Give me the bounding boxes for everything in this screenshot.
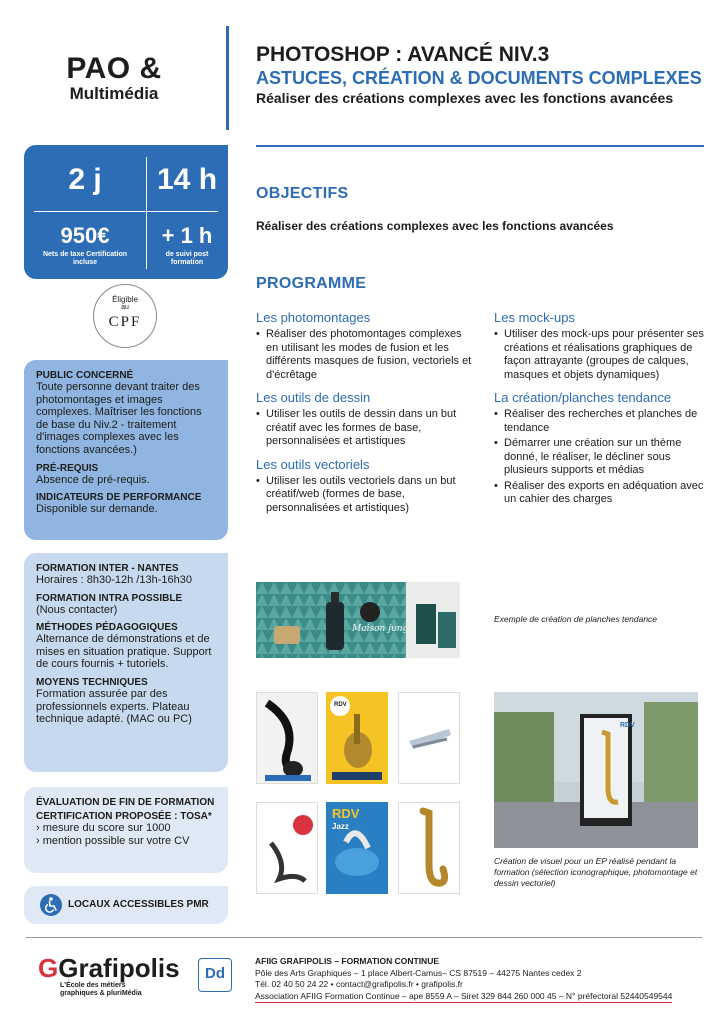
intra-text: (Nous contacter) [36, 603, 118, 616]
programme-section [256, 310, 476, 382]
followup-note: de suivi post formation [165, 251, 209, 266]
programme-section [256, 457, 476, 516]
objectives-text: Réaliser des créations complexes avec les fonctions avancées [256, 219, 614, 233]
cpf-logo-text: CPF [108, 314, 142, 330]
saxophone-thumb [398, 802, 460, 894]
formation-box [24, 553, 228, 772]
course-title: PHOTOSHOP : AVANCÉ NIV.3 [256, 43, 550, 66]
section-title: Les photomontages [256, 310, 371, 325]
course-tagline: Réaliser des créations complexes avec les fonctions avancées [256, 90, 674, 106]
section-title: Les outils vectoriels [256, 456, 370, 472]
prereq-title: PRÉ-REQUIS [36, 462, 99, 474]
intra-title: FORMATION INTRA POSSIBLE [36, 592, 183, 604]
header-divider [226, 26, 229, 130]
datadock-label: Dd [205, 965, 225, 982]
perf-text: Disponible sur demande. [36, 503, 158, 516]
list-item: • Réaliser des photomontages complexes en utilisant les modes de fusion et les différents masques de fusion, vectoriels et d'écrêtage [256, 328, 476, 382]
poster-rdv-label: RDV [334, 702, 347, 708]
methods-text: Alternance de démonstrations et de mises en situation pratique. Support de cours fournis + tutoriels. [36, 633, 212, 671]
pmr-label: LOCAUX ACCESSIBLES PMR [68, 899, 209, 910]
cpf-eligible: Éligible [112, 295, 138, 304]
programme-column-2 [494, 310, 706, 515]
datadock-badge [198, 958, 232, 992]
billboard-rdv-label: RDV [620, 722, 635, 729]
category-line1: PAO & [66, 52, 162, 85]
course-subtitle: ASTUCES, CRÉATION & DOCUMENTS COMPLEXES [256, 68, 702, 88]
list-item: • Utiliser des mock-ups pour présenter ses créations et réalisations graphiques de façon attrayante (groupes de calques, masques et objets dynamiques) [494, 328, 706, 382]
inter-text: Horaires : 8h30-12h /13h-16h30 [36, 574, 192, 586]
duration-days: 2 j [68, 163, 102, 196]
list-item: • Utiliser les outils vectoriels dans un but créatif/web (formes de base, personnalisées et artistiques) [256, 475, 476, 516]
pmr-box [24, 886, 228, 924]
billboard-photo [494, 692, 698, 848]
poster-thumb-3 [256, 802, 318, 894]
price-note: Nets de taxe Certification incluse [42, 251, 128, 266]
sketch-thumb [398, 692, 460, 784]
logo-sub2: graphiques & pluriMédia [60, 990, 142, 997]
cert-title: CERTIFICATION PROPOSÉE : TOSA* [36, 811, 212, 822]
poster-jazz-title: Jazz [332, 822, 349, 831]
list-item: • Réaliser des recherches et planches de tendance [494, 408, 706, 435]
list-item: • Réaliser des exports en adéquation avec un cahier des charges [494, 480, 706, 507]
visuel-caption: Création de visuel pour un EP réalisé pendant la formation (sélection iconographique, photomontage et dessin vectoriel) [494, 856, 698, 888]
cpf-badge [93, 284, 157, 348]
header-rule [256, 145, 704, 147]
stats-box [24, 145, 228, 279]
public-title: PUBLIC CONCERNÉ [36, 370, 134, 381]
eval-line1: › mesure du score sur 1000 [36, 822, 171, 834]
tech-text: Formation assurée par des professionnels experts. Plateau technique adapté. (MAC ou PC) [36, 687, 192, 726]
duration-hours: 14 h [156, 163, 218, 196]
grafipolis-logo [38, 954, 180, 998]
list-item: • Démarrer une création sur un thème donné, le réaliser, le décliner sous plusieurs supports et médias [494, 437, 706, 478]
tech-title: MOYENS TECHNIQUES [36, 676, 148, 688]
price: 950€ [60, 223, 110, 248]
public-box [24, 360, 228, 540]
perf-title: INDICATEURS DE PERFORMANCE [36, 492, 202, 504]
list-item: • Utiliser les outils de dessin dans un but créatif avec les formes de base, personnalisées et artistiques [256, 408, 476, 449]
wheelchair-icon [40, 894, 62, 916]
section-title: La création/planches tendance [494, 390, 672, 405]
footer-rule [26, 937, 702, 938]
footer-info [255, 956, 715, 1003]
footer-address: Pôle des Arts Graphiques – 1 place Albert-Camus– CS 87519 – 44275 Nantes cedex 2 [255, 967, 582, 978]
eval-line2: › mention possible sur votre CV [36, 834, 190, 847]
logo-wordmark: Grafipolis [58, 953, 180, 983]
programme-section [256, 390, 476, 449]
section-title: Les outils de dessin [256, 390, 371, 405]
followup-hours: + 1 h [161, 223, 213, 248]
eval-title: ÉVALUATION DE FIN DE FORMATION [36, 797, 215, 808]
section-title: Les mock-ups [494, 310, 575, 325]
mockup-script-text: Maison jungle [352, 624, 417, 634]
cpf-au: au [121, 304, 129, 311]
programme-title: PROGRAMME [256, 275, 367, 292]
prereq-text: Absence de pré-requis. [36, 473, 150, 486]
poster-thumb-4 [326, 802, 388, 894]
category-title [26, 52, 202, 104]
tendance-caption: Exemple de création de planches tendance [494, 614, 658, 624]
logo-sub1: L'École des métiers [60, 982, 126, 989]
poster-thumb-2 [326, 692, 388, 784]
poster-rdv-title: RDV [332, 806, 360, 821]
public-text: Toute personne devant traiter des photomontages et images complexes. Maîtriser les fonctions de base du Niv.2 - traitement d'images complexes avec les fonctions avancées.) [36, 381, 202, 456]
programme-column-1 [256, 310, 476, 523]
programme-section [494, 390, 706, 507]
evaluation-box [24, 787, 228, 873]
course-header [256, 43, 716, 107]
objectives-title: OBJECTIFS [256, 185, 349, 202]
programme-section [494, 310, 706, 382]
footer-legal: Association AFIIG Formation Continue – ape 8559 A – Siret 329 844 260 000 45 – N° préfectoral 52440549544 [255, 991, 672, 1004]
tendance-board-image [256, 582, 460, 658]
footer-title: AFIIG GRAFIPOLIS – FORMATION CONTINUE [255, 956, 440, 966]
logo-g-mark: G [38, 953, 59, 983]
stats-horizontal-divider [34, 211, 218, 212]
methods-title: MÉTHODES PÉDAGOGIQUES [36, 622, 178, 634]
category-line2: Multimédia [69, 84, 159, 103]
inter-title: FORMATION INTER - NANTES [36, 563, 179, 574]
poster-thumb-1 [256, 692, 318, 784]
footer-contact: Tél. 02 40 50 24 22 • contact@grafipolis.fr • grafipolis.fr [255, 979, 463, 989]
